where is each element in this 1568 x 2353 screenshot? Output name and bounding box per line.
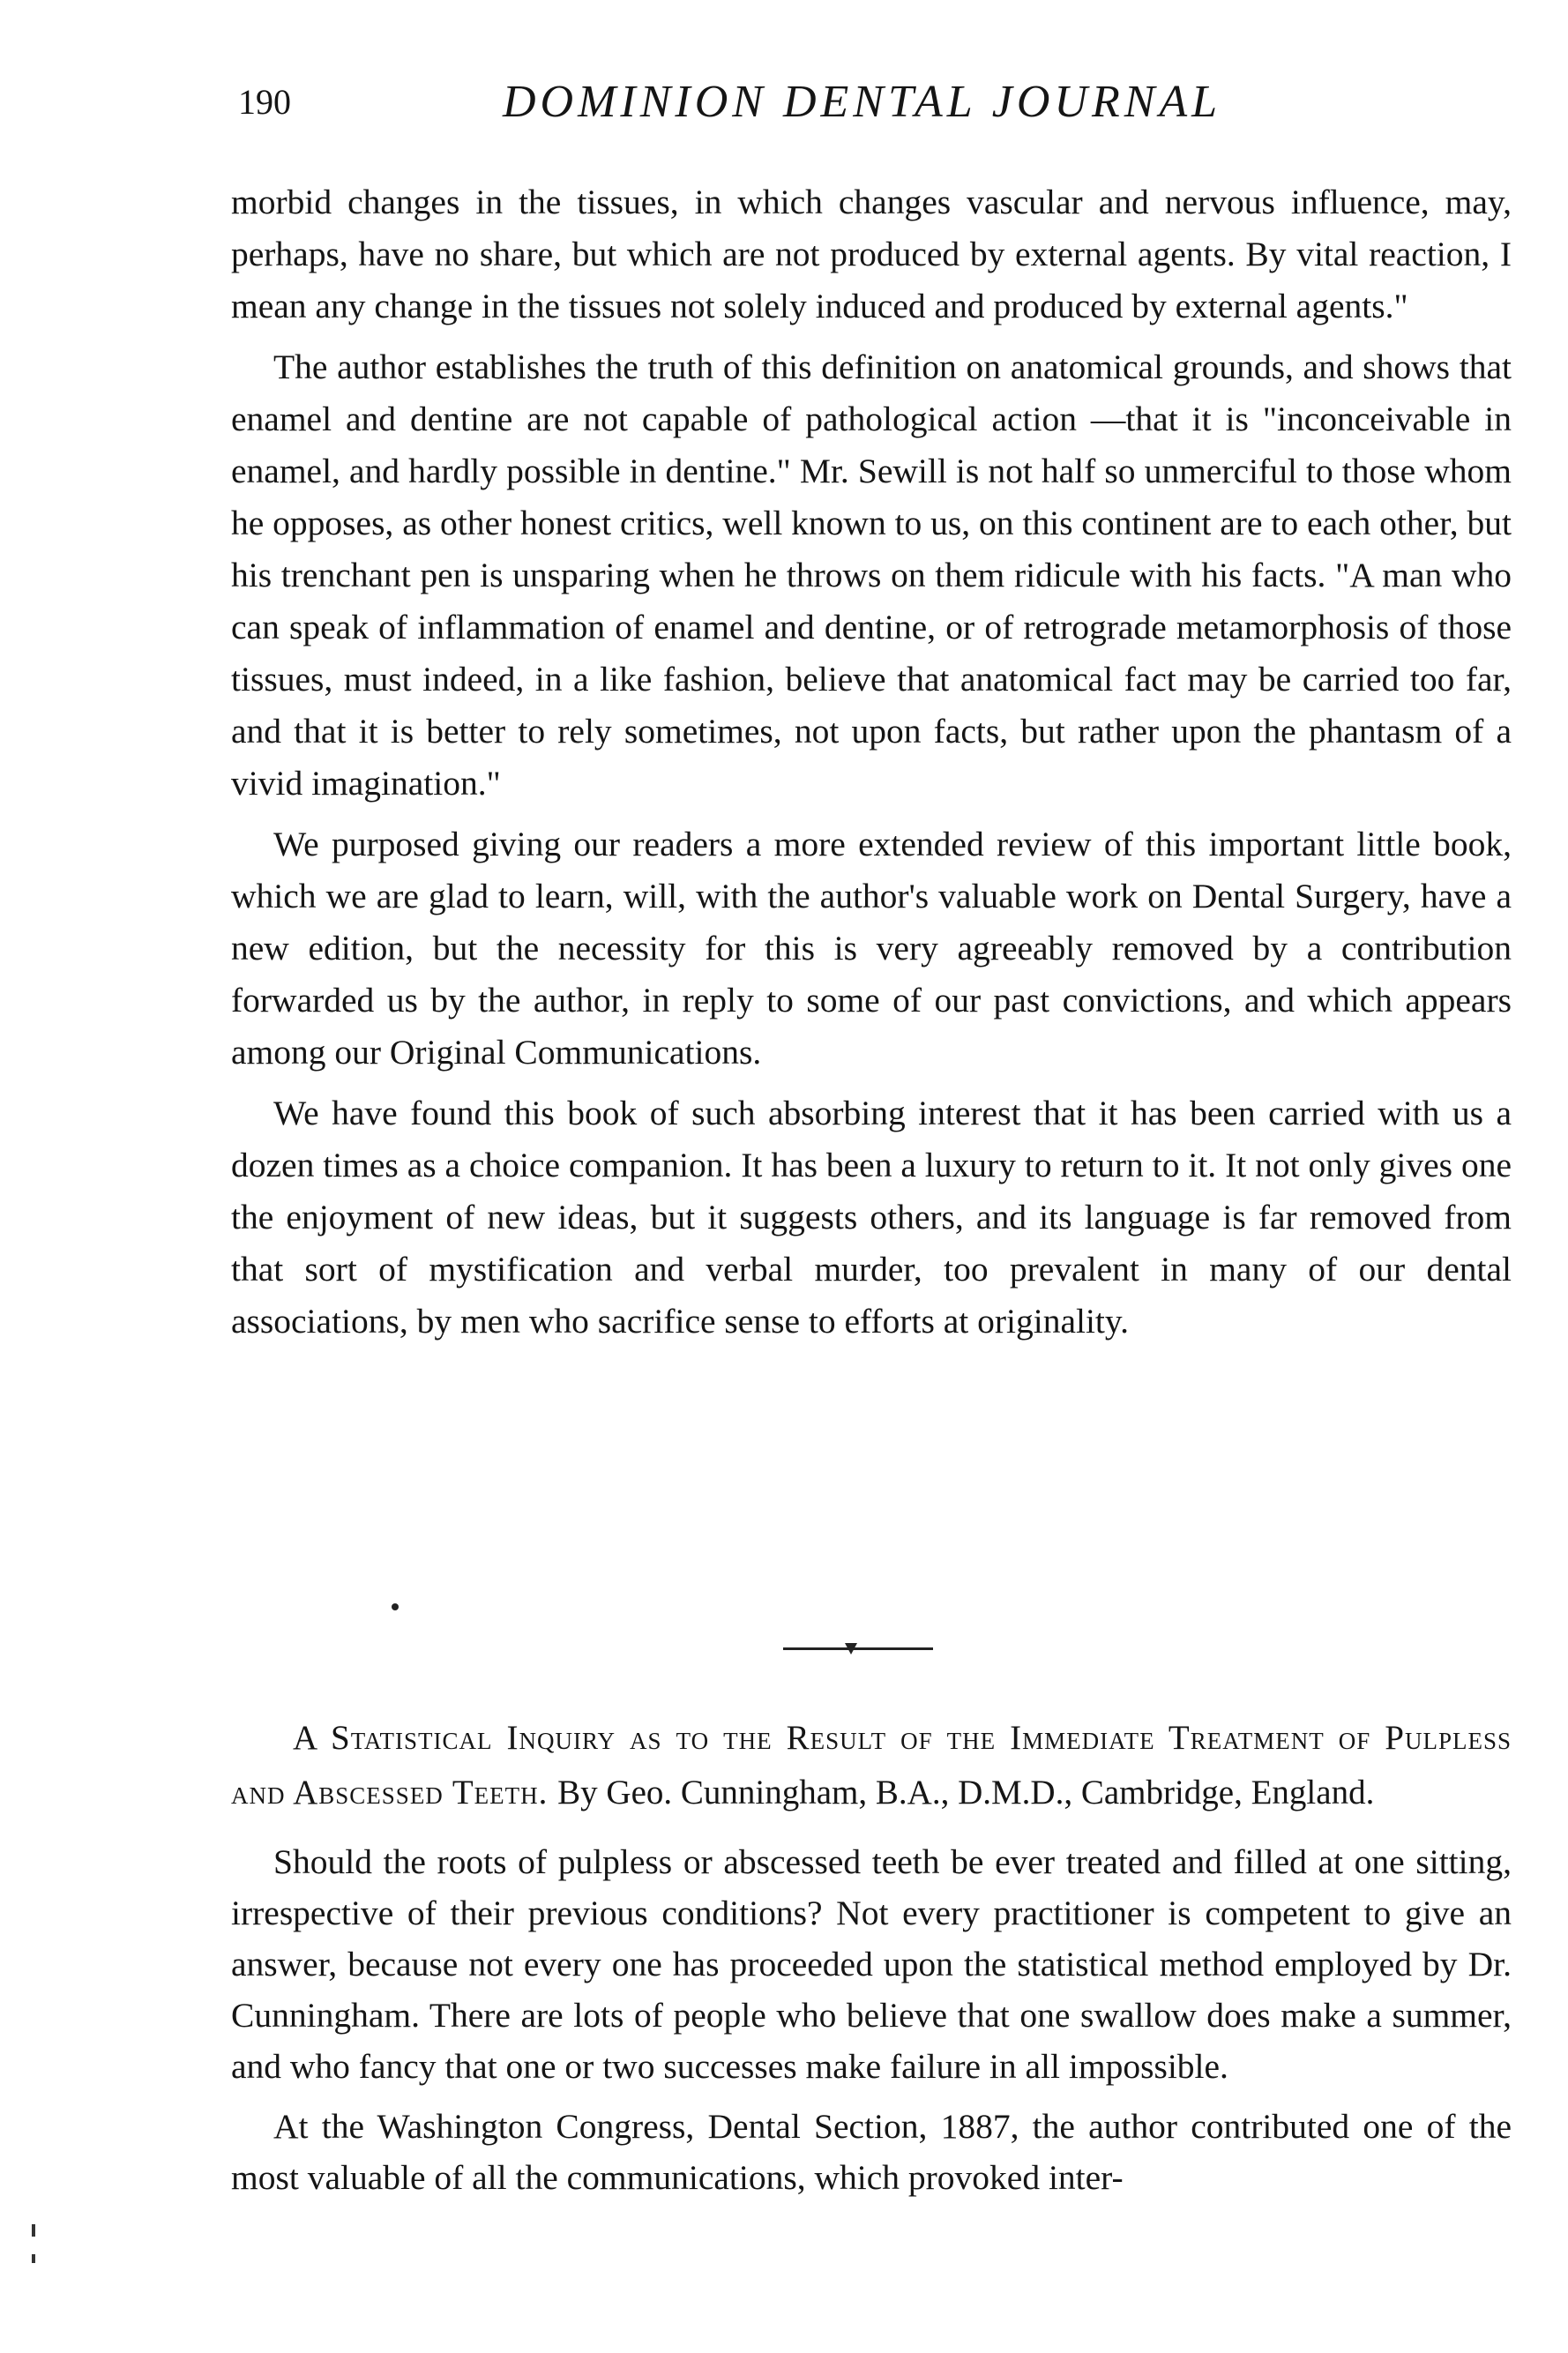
margin-mark	[32, 2254, 35, 2263]
article-text	[231, 1836, 1512, 2212]
article-title: A Statistical Inquiry as to the Result of the Immediate Treatment of Pulpless and Abscessed Teeth.	[231, 1719, 1512, 1811]
article-paragraph: Should the roots of pulpless or abscessed teeth be ever treated and filled at one sitting, irrespective of their previous conditions? Not every practitioner is competent to give an answer, because not every one has proceeded upon the statistical method employed by Dr. Cunningham. There are lots of people who believe that one swallow does make a summer, and who fancy that one or two successes make failure in all impossible.	[231, 1842, 1512, 2086]
running-title: DOMINION DENTAL JOURNAL	[503, 77, 1222, 127]
article-paragraph: At the Washington Congress, Dental Section, 1887, the author contributed one of the most valuable of all the communications, which provoked inter-	[231, 2107, 1512, 2197]
margin-mark	[32, 2224, 35, 2237]
review-paragraph: We have found this book of such absorbing interest that it has been carried with us a dozen times as a choice companion. It has been a luxury to return to it. It not only gives one the enjoyment of new ideas, but it suggests others, and its language is far removed from that sort of mystification and verbal murder, too prevalent in many of our dental associations, by men who sacrifice sense to efforts at originality.	[231, 1094, 1512, 1341]
page-number: 190	[238, 82, 291, 122]
review-paragraph: The author establishes the truth of this definition on anatomical grounds, and shows that enamel and dentine are not capable of pathological action —that it is "inconceivable in enamel, and hardly possible in dentine." Mr. Sewill is not half so unmerciful to those whom he opposes, as other honest critics, well known to us, on this continent are to each other, but his trenchant pen is unsparing when he throws on them ridicule with his facts. "A man who can speak of inflammation of enamel and dentine, or of retrograde metamorphosis of those tissues, must indeed, in a like fashion, believe that anatomical fact may be carried too far, and that it is better to rely sometimes, not upon facts, but rather upon the phantasm of a vivid imagination."	[231, 347, 1512, 803]
review-paragraph: We purposed giving our readers a more extended review of this important little book, which we are glad to learn, will, with the author's valuable work on Dental Surgery, have a new edition, but the necessity for this is very agreeably removed by a contribution forwarded us by the author, in reply to some of our past convictions, and which appears among our Original Communications.	[231, 825, 1512, 1072]
article-heading	[231, 1711, 1512, 1820]
article-byline: By Geo. Cunningham, B.A., D.M.D., Cambridge, England.	[557, 1774, 1375, 1811]
review-text	[231, 176, 1512, 1356]
section-divider	[783, 1647, 933, 1650]
stray-dot	[392, 1603, 399, 1610]
review-paragraph: morbid changes in the tissues, in which changes vascular and nervous influence, may, perhaps, have no share, but which are not produced by external agents. By vital reaction, I mean any change in the tissues not solely induced and produced by external agents."	[231, 183, 1512, 325]
page-header	[238, 77, 1385, 143]
